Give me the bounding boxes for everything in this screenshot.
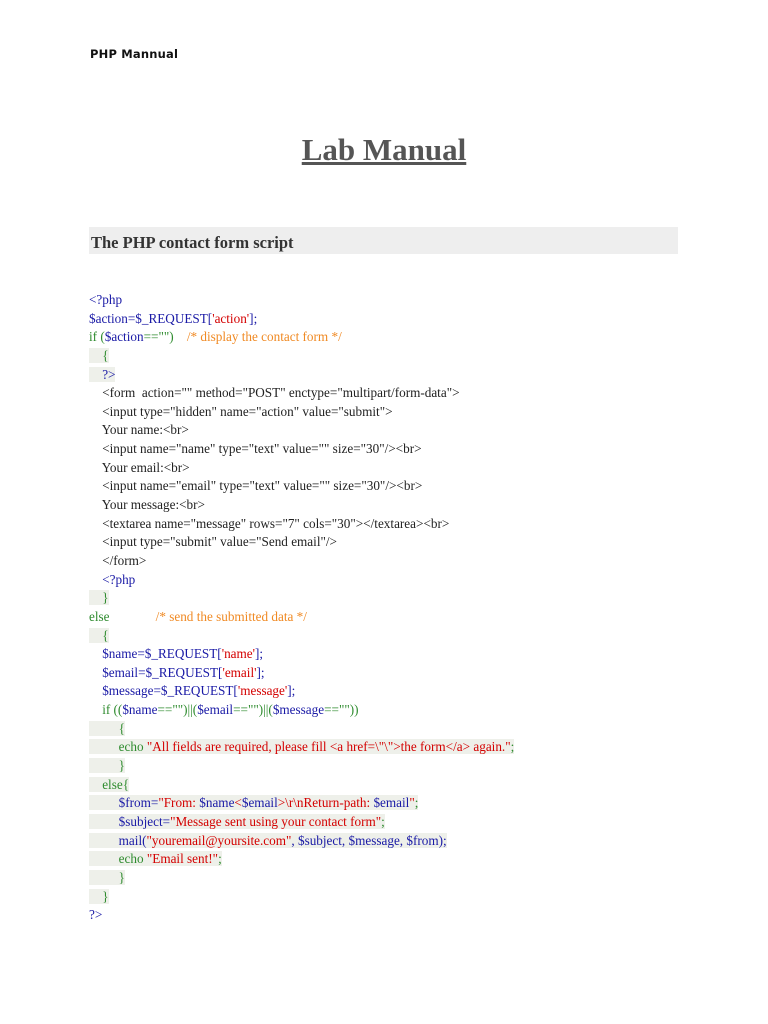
code-line (89, 421, 514, 440)
code-token: ; (414, 795, 419, 811)
code-token: ; (510, 739, 515, 755)
code-token: Your message:<br> (89, 497, 205, 513)
code-token: <input name="name" type="text" value="" size="30"/><br> (89, 441, 422, 457)
code-token: $email (373, 795, 410, 811)
code-token: $email=$_REQUEST[ (89, 664, 223, 680)
code-line (89, 832, 514, 851)
code-token: $message=$_REQUEST[ (89, 683, 238, 699)
code-token: $subject= (89, 813, 171, 829)
code-line (89, 813, 514, 832)
code-line (89, 552, 514, 571)
code-token: Your email:<br> (89, 459, 190, 475)
code-line (89, 403, 514, 422)
code-token: } (89, 869, 126, 885)
code-token: <input type="hidden" name="action" value="submit"> (89, 403, 393, 419)
code-token: } (89, 888, 109, 904)
code-line (89, 888, 514, 907)
code-token: 'action' (212, 310, 250, 326)
code-line (89, 757, 514, 776)
code-token: $name (122, 702, 158, 718)
code-token: ?> (89, 907, 103, 923)
code-token: mail( (89, 832, 147, 848)
code-token: /* send the submitted data */ (155, 608, 307, 624)
code-token: ?> (89, 366, 116, 382)
code-token: $name=$_REQUEST[ (89, 646, 222, 662)
code-line (89, 291, 514, 310)
code-line (89, 664, 514, 683)
code-token: "Message sent using your contact form" (170, 813, 382, 829)
code-token: $action=$_REQUEST[ (89, 310, 213, 326)
code-line (89, 459, 514, 478)
code-line (89, 850, 514, 869)
code-token: $action (104, 329, 144, 345)
code-token: Your name:<br> (89, 422, 189, 438)
code-line (89, 645, 514, 664)
code-token: =="") (143, 329, 187, 345)
document-title: Lab Manual (301, 132, 467, 167)
code-token: =="")||( (233, 702, 273, 718)
code-token: if (( (89, 702, 123, 718)
code-token: 'message' (237, 683, 288, 699)
code-token: ]; (256, 664, 265, 680)
code-token: 'name' (221, 646, 256, 662)
code-token: "Email sent!" (146, 851, 219, 867)
code-token: ; (381, 813, 385, 829)
code-token: $email (197, 702, 234, 718)
code-token: " (409, 795, 415, 811)
code-token: $message (272, 702, 325, 718)
code-line (89, 571, 514, 590)
code-line (89, 347, 514, 366)
code-token: ; (218, 851, 222, 867)
code-line (89, 701, 514, 720)
code-line (89, 627, 514, 646)
code-token: 'email' (222, 664, 257, 680)
code-line (89, 310, 514, 329)
code-token: , $subject, $message, $from); (291, 832, 447, 848)
code-line (89, 720, 514, 739)
code-line (89, 496, 514, 515)
code-token: <textarea name="message" rows="7" cols="30"></textarea><br> (89, 515, 450, 531)
code-token: } (89, 758, 126, 774)
code-line (89, 440, 514, 459)
code-token: >\r\nReturn-path: (277, 795, 374, 811)
code-token: "youremail@yoursite.com" (146, 832, 292, 848)
code-token: } (89, 590, 109, 606)
code-line (89, 794, 514, 813)
code-token: <?php (89, 292, 123, 307)
code-line (89, 366, 514, 385)
code-token: <form action="" method="POST" enctype="multipart/form-data"> (89, 385, 460, 401)
code-token: "All fields are required, please fill <a href=\"\">the form</a> again." (146, 739, 511, 755)
code-token: </form> (89, 552, 147, 568)
code-token: $email (241, 795, 278, 811)
section-heading: The PHP contact form script (89, 227, 678, 254)
code-line (89, 906, 514, 925)
code-line (89, 869, 514, 888)
code-line (89, 682, 514, 701)
code-token: /* display the contact form */ (186, 329, 342, 345)
code-line (89, 776, 514, 795)
code-token: =="")||( (157, 702, 198, 718)
code-token: <input name="email" type="text" value="" size="30"/><br> (89, 478, 423, 494)
code-token: "From: (158, 795, 200, 811)
code-token: $name (199, 795, 235, 811)
code-token: echo (89, 851, 147, 867)
code-token: { (89, 347, 109, 363)
code-line (89, 608, 514, 627)
code-token: $from= (89, 795, 159, 811)
code-token: <?php (89, 571, 136, 587)
code-token: { (89, 627, 109, 643)
code-line (89, 589, 514, 608)
code-token: else{ (89, 776, 130, 792)
code-block (89, 291, 514, 925)
code-token: else (89, 608, 156, 624)
code-line (89, 384, 514, 403)
code-line (89, 533, 514, 552)
running-header: PHP Mannual (90, 47, 179, 61)
code-line (89, 738, 514, 757)
code-line (89, 328, 514, 347)
code-token: ]; (287, 683, 296, 699)
code-token: <input type="submit" value="Send email"/> (89, 534, 337, 550)
code-line (89, 515, 514, 534)
code-token: ]; (249, 310, 258, 326)
code-token: < (234, 795, 242, 811)
code-token: echo (89, 739, 147, 755)
code-token: ]; (255, 646, 264, 662)
code-line (89, 477, 514, 496)
code-token: =="")) (324, 702, 359, 718)
code-token: { (89, 720, 126, 736)
code-token: if ( (89, 329, 105, 345)
